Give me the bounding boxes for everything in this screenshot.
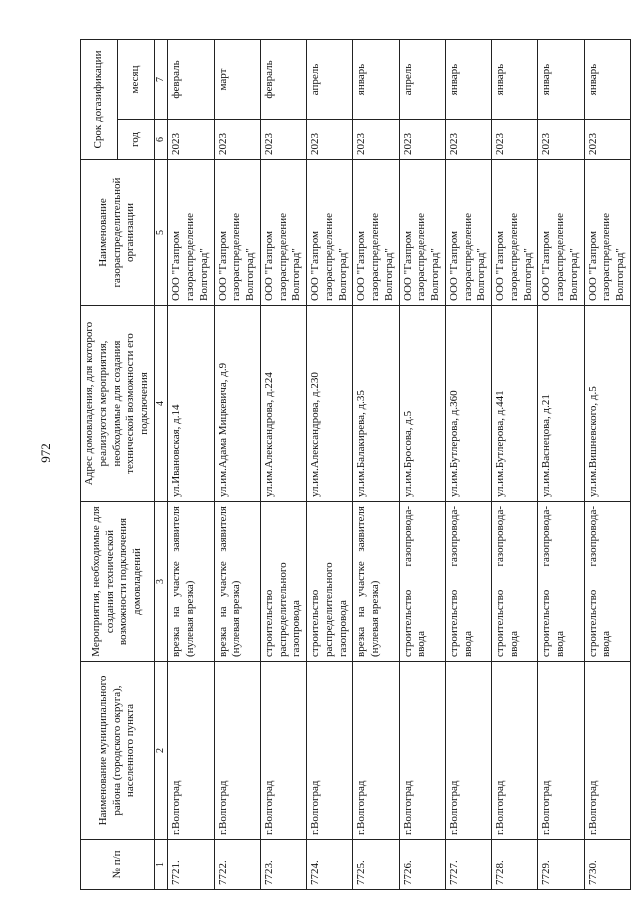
header-municipality: Наименование муниципального района (городского округа), населенного пункта	[81, 662, 155, 840]
row-number: 7726.	[399, 840, 445, 890]
month-cell: январь	[445, 39, 491, 119]
month-cell: январь	[353, 39, 399, 119]
year-cell: 2023	[492, 120, 538, 160]
month-cell: январь	[584, 39, 630, 119]
row-number: 7730.	[584, 840, 630, 890]
table-row	[584, 39, 630, 889]
works-cell: строительство газопровода-ввода	[399, 502, 445, 662]
column-number: 6	[154, 120, 168, 160]
year-cell: 2023	[307, 120, 353, 160]
column-number: 2	[154, 662, 168, 840]
year-cell: 2023	[584, 120, 630, 160]
works-cell: строительство распределительного газопровода	[307, 502, 353, 662]
settlement-cell: г.Волгоград	[399, 662, 445, 840]
table-row	[492, 39, 538, 889]
row-number: 7727.	[445, 840, 491, 890]
address-cell: ул.им.Адама Мицкевича, д.9	[214, 306, 260, 502]
column-number: 3	[154, 502, 168, 662]
column-number: 4	[154, 306, 168, 502]
table-header	[81, 39, 168, 889]
address-cell: ул.им.Васнецова, д.21	[538, 306, 584, 502]
settlement-cell: г.Волгоград	[445, 662, 491, 840]
organization-cell: ООО "Газпром газораспределение Волгоград"	[584, 160, 630, 306]
organization-cell: ООО "Газпром газораспределение Волгоград"	[307, 160, 353, 306]
address-cell: ул.им.Бросова, д.5	[399, 306, 445, 502]
month-cell: февраль	[168, 39, 214, 119]
row-number: 7722.	[214, 840, 260, 890]
year-cell: 2023	[260, 120, 306, 160]
address-cell: ул.Ивановская, д.14	[168, 306, 214, 502]
header-organization: Наименование газораспределительной организации	[81, 160, 155, 306]
organization-cell: ООО "Газпром газораспределение Волгоград"	[353, 160, 399, 306]
address-cell: ул.им.Александрова, д.224	[260, 306, 306, 502]
header-works: Мероприятия, необходимые для создания технической возможности подключения домовладений	[81, 502, 155, 662]
gasification-table	[80, 39, 631, 890]
row-number: 7725.	[353, 840, 399, 890]
row-number: 7728.	[492, 840, 538, 890]
settlement-cell: г.Волгоград	[307, 662, 353, 840]
address-cell: ул.им.Вишневского, д.5	[584, 306, 630, 502]
column-number: 5	[154, 160, 168, 306]
settlement-cell: г.Волгоград	[168, 662, 214, 840]
table-body	[168, 39, 631, 889]
month-cell: февраль	[260, 39, 306, 119]
header-num: № п/п	[81, 840, 155, 890]
settlement-cell: г.Волгоград	[353, 662, 399, 840]
organization-cell: ООО "Газпром газораспределение Волгоград"	[260, 160, 306, 306]
row-number: 7723.	[260, 840, 306, 890]
works-cell: врезка на участке заявителя (нулевая врезка)	[168, 502, 214, 662]
month-cell: апрель	[399, 39, 445, 119]
works-cell: строительство газопровода-ввода	[492, 502, 538, 662]
organization-cell: ООО "Газпром газораспределение Волгоград"	[399, 160, 445, 306]
column-number: 1	[154, 840, 168, 890]
year-cell: 2023	[399, 120, 445, 160]
settlement-cell: г.Волгоград	[492, 662, 538, 840]
works-cell: врезка на участке заявителя (нулевая врезка)	[214, 502, 260, 662]
address-cell: ул.им.Бутлерова, д.441	[492, 306, 538, 502]
organization-cell: ООО "Газпром газораспределение Волгоград"	[214, 160, 260, 306]
header-month: месяц	[117, 39, 154, 119]
table-row	[399, 39, 445, 889]
year-cell: 2023	[168, 120, 214, 160]
settlement-cell: г.Волгоград	[584, 662, 630, 840]
year-cell: 2023	[214, 120, 260, 160]
rotated-page	[80, 40, 626, 890]
organization-cell: ООО "Газпром газораспределение Волгоград"	[492, 160, 538, 306]
table-row	[214, 39, 260, 889]
month-cell: январь	[492, 39, 538, 119]
year-cell: 2023	[353, 120, 399, 160]
organization-cell: ООО "Газпром газораспределение Волгоград"	[445, 160, 491, 306]
row-number: 7729.	[538, 840, 584, 890]
column-number: 7	[154, 39, 168, 119]
table-row	[260, 39, 306, 889]
works-cell: строительство распределительного газопровода	[260, 502, 306, 662]
year-cell: 2023	[445, 120, 491, 160]
settlement-cell: г.Волгоград	[538, 662, 584, 840]
table-row	[445, 39, 491, 889]
organization-cell: ООО "Газпром газораспределение Волгоград"	[538, 160, 584, 306]
month-cell: март	[214, 39, 260, 119]
table-row	[538, 39, 584, 889]
address-cell: ул.им.Балакирева, д.35	[353, 306, 399, 502]
year-cell: 2023	[538, 120, 584, 160]
header-address: Адрес домовладения, для которого реализуются мероприятия, необходимые для создания технической возможности его подключения	[81, 306, 155, 502]
works-cell: строительство газопровода-ввода	[445, 502, 491, 662]
works-cell: строительство газопровода-ввода	[584, 502, 630, 662]
row-number: 7724.	[307, 840, 353, 890]
table-row	[353, 39, 399, 889]
settlement-cell: г.Волгоград	[260, 662, 306, 840]
works-cell: строительство газопровода-ввода	[538, 502, 584, 662]
works-cell: врезка на участке заявителя (нулевая врезка)	[353, 502, 399, 662]
header-year: год	[117, 120, 154, 160]
column-numbers-row	[154, 39, 168, 889]
organization-cell: ООО "Газпром газораспределение Волгоград"	[168, 160, 214, 306]
settlement-cell: г.Волгоград	[214, 662, 260, 840]
month-cell: апрель	[307, 39, 353, 119]
table-row	[168, 39, 214, 889]
row-number: 7721.	[168, 840, 214, 890]
address-cell: ул.им.Александрова, д.230	[307, 306, 353, 502]
header-term: Срок догазификации	[81, 39, 118, 159]
month-cell: январь	[538, 39, 584, 119]
table-row	[307, 39, 353, 889]
page-number: 972	[37, 443, 53, 463]
address-cell: ул.им.Бутлерова, д.360	[445, 306, 491, 502]
